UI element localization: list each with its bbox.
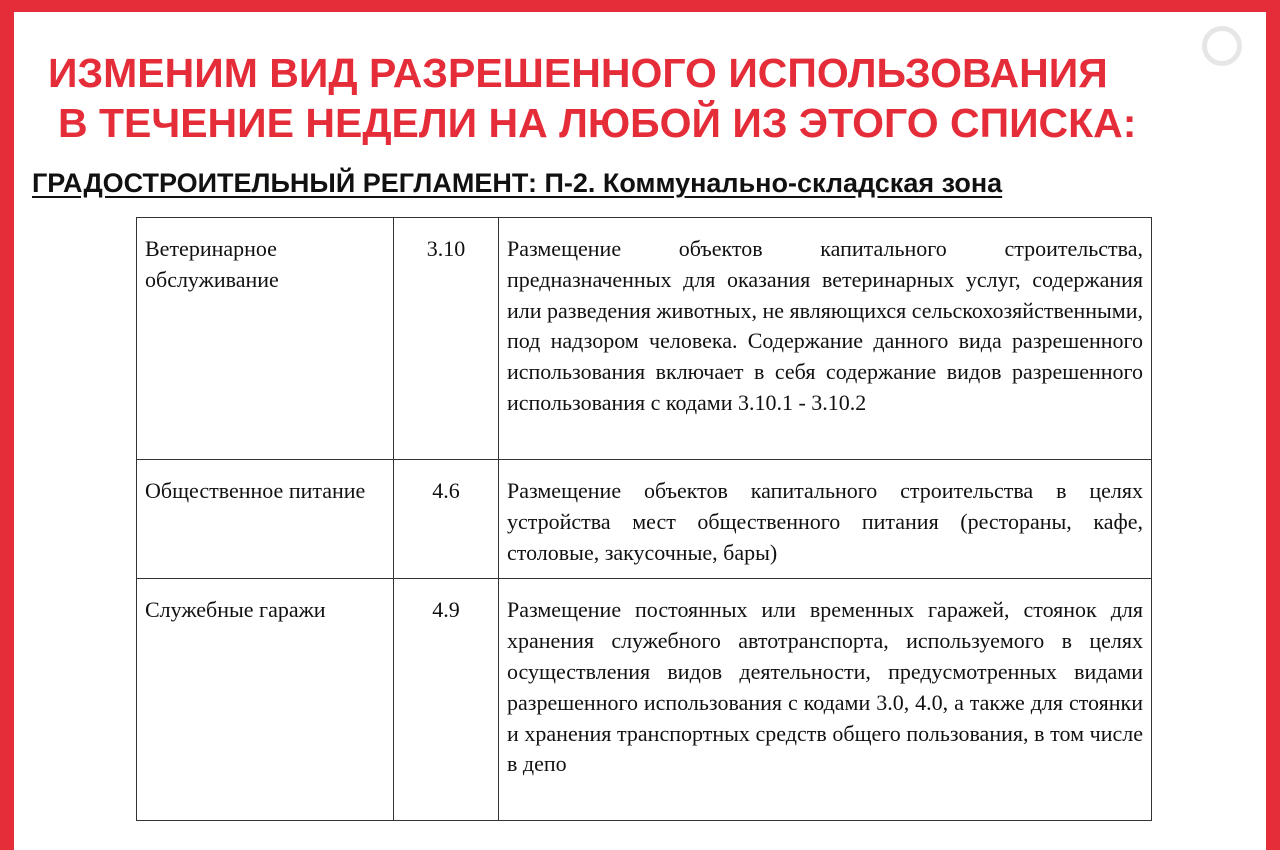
land-use-table: [136, 217, 1152, 821]
use-name-cell: Общественное питание: [137, 460, 394, 579]
use-code-cell: 3.10: [394, 218, 499, 460]
watermark-circle-icon: [1202, 26, 1242, 66]
use-description-cell: Размещение объектов капитального строительства, предназначенных для оказания ветеринарных услуг, содержания или разведения животных, не являющихся сельскохозяйственными, под надзором человека. Содержание данного вида разрешенного использования включает в себя содержание видов разрешенного использования с кодами 3.10.1 - 3.10.2: [499, 218, 1152, 460]
use-description-cell: Размещение постоянных или временных гаражей, стоянок для хранения служебного автотранспорта, используемого в целях осуществления видов деятельности, предусмотренных видами разрешенного использования с кодами 3.0, 4.0, а также для стоянки и хранения транспортных средств общего пользования, в том числе в депо: [499, 579, 1152, 821]
headline-line-1: ИЗМЕНИМ ВИД РАЗРЕШЕННОГО ИСПОЛЬЗОВАНИЯ: [48, 50, 1108, 96]
use-description-cell: Размещение объектов капитального строительства в целях устройства мест общественного питания (рестораны, кафе, столовые, закусочные, бары): [499, 460, 1152, 579]
table-row: [137, 579, 1152, 821]
use-name-cell: Ветеринарное обслуживание: [137, 218, 394, 460]
table-row: [137, 460, 1152, 579]
regulation-subtitle: ГРАДОСТРОИТЕЛЬНЫЙ РЕГЛАМЕНТ: П-2. Коммунально-складская зона: [32, 168, 1003, 198]
watermark-logo: [1202, 26, 1242, 66]
table-row: [137, 218, 1152, 460]
headline-line-2: В ТЕЧЕНИЕ НЕДЕЛИ НА ЛЮБОЙ ИЗ ЭТОГО СПИСКА:: [58, 100, 1137, 146]
use-code-cell: 4.9: [394, 579, 499, 821]
use-name-cell: Служебные гаражи: [137, 579, 394, 821]
use-code-cell: 4.6: [394, 460, 499, 579]
